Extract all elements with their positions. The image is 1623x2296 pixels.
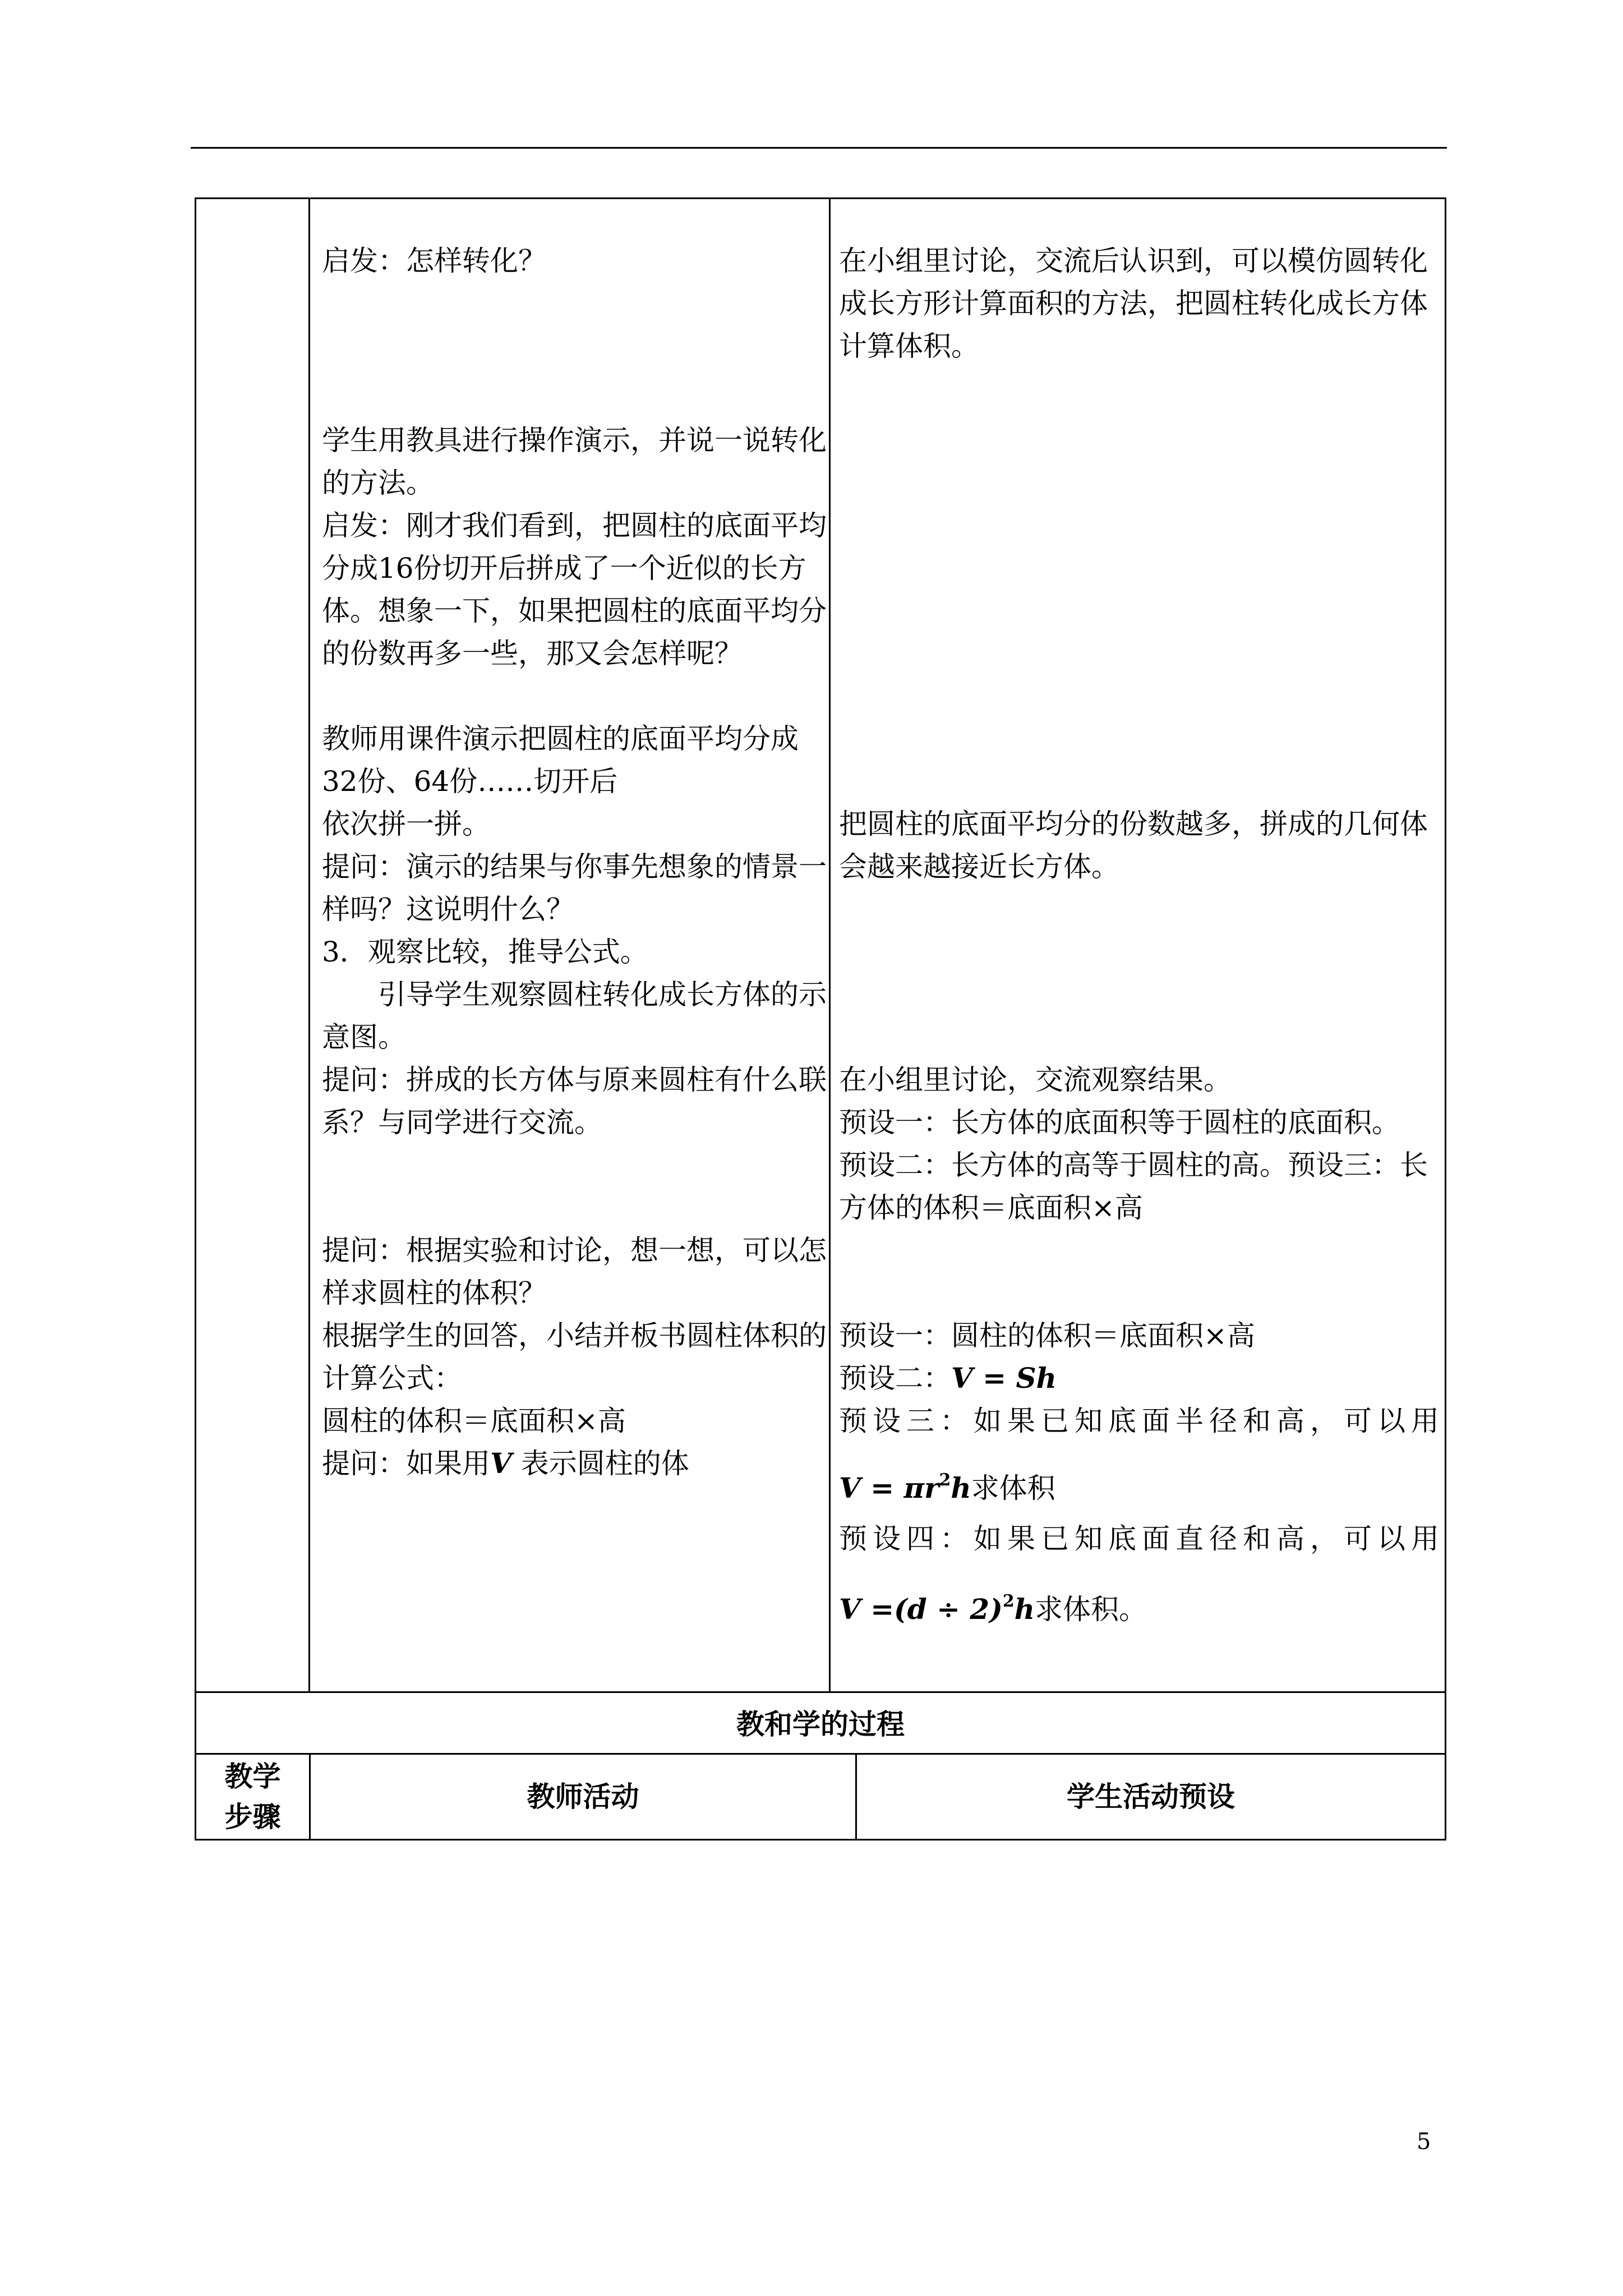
teacher-paragraph: 启发：刚才我们看到，把圆柱的底面平均分成16份切开后拼成了一个近似的长方体。想象一下，如果把圆柱的底面平均分的份数再多一些，那又会怎样呢？ <box>322 509 827 670</box>
teacher-activity-header: 教师活动 <box>311 1755 857 1839</box>
column-divider-1 <box>308 199 310 1691</box>
teacher-paragraph: 学生用教具进行操作演示，并说一说转化的方法。 <box>322 424 827 499</box>
student-paragraph <box>839 1357 1439 1400</box>
teacher-paragraph: 根据学生的回答，小结并板书圆柱体积的计算公式： <box>322 1319 827 1395</box>
step-header-line: 教学 <box>224 1760 281 1793</box>
teacher-text: 表示圆柱的体 <box>511 1447 689 1480</box>
formula-v-sh: V = Sh <box>951 1361 1057 1395</box>
teacher-paragraph: 依次拼一拼。 <box>322 808 490 840</box>
formula-superscript: 2 <box>939 1470 951 1490</box>
student-paragraph: 预设三：如果已知底面半径和高，可以用 <box>839 1405 1439 1437</box>
teacher-paragraph: 提问：演示的结果与你事先想象的情景一样吗？这说明什么？ <box>322 850 827 926</box>
header-rule <box>191 147 1447 149</box>
student-text: 预设二： <box>839 1362 951 1395</box>
teacher-paragraph: 启发：怎样转化？ <box>322 245 546 277</box>
student-paragraph: 在小组里讨论，交流后认识到，可以模仿圆转化成长方形计算面积的方法，把圆柱转化成长方体计算体积。 <box>839 245 1428 362</box>
teacher-activity-column <box>322 199 827 1691</box>
formula-part: V = πr <box>839 1471 939 1504</box>
student-activity-column <box>839 199 1439 1691</box>
student-paragraph <box>839 1459 1439 1510</box>
formula-part: h <box>1014 1593 1035 1626</box>
student-paragraph: 预设一：长方体的底面积等于圆柱的底面积。 <box>839 1106 1400 1139</box>
teacher-paragraph: 引导学生观察圆柱转化成长方体的示意图。 <box>322 978 827 1053</box>
volume-variable: V <box>490 1447 512 1480</box>
teacher-paragraph: 提问：根据实验和讨论，想一想，可以怎样求圆柱的体积？ <box>322 1234 827 1309</box>
student-paragraph: 把圆柱的底面平均分的份数越多，拼成的几何体会越来越接近长方体。 <box>839 808 1428 883</box>
teacher-paragraph: 教师用课件演示把圆柱的底面平均分成32份、64份……切开后 <box>322 723 799 798</box>
student-paragraph: 在小组里讨论，交流观察结果。 <box>839 1064 1232 1096</box>
student-paragraph <box>839 1580 1439 1631</box>
step-header-line: 步骤 <box>224 1801 281 1833</box>
student-text: 求体积 <box>971 1472 1055 1504</box>
formula-pi-r2-h <box>839 1471 971 1504</box>
student-text: 求体积。 <box>1035 1593 1147 1626</box>
lesson-table <box>195 197 1446 1693</box>
page-number: 5 <box>1417 2129 1431 2155</box>
step-header <box>196 1755 311 1839</box>
teacher-text: 提问：如果用 <box>322 1447 490 1480</box>
formula-superscript: 2 <box>1002 1591 1015 1611</box>
formula-part: V =(d ÷ 2) <box>839 1593 1003 1626</box>
formula-part: h <box>951 1471 971 1504</box>
process-title: 教和学的过程 <box>196 1691 1445 1755</box>
teacher-paragraph <box>322 1442 827 1485</box>
student-paragraph: 预设四：如果已知底面直径和高，可以用 <box>839 1522 1439 1555</box>
student-paragraph: 预设一：圆柱的体积＝底面积×高 <box>839 1319 1255 1352</box>
column-divider-2 <box>829 199 831 1691</box>
formula-diameter <box>839 1593 1035 1626</box>
student-paragraph: 预设二：长方体的高等于圆柱的高。预设三：长方体的体积＝底面积×高 <box>839 1149 1428 1224</box>
teacher-paragraph: 圆柱的体积＝底面积×高 <box>322 1405 626 1437</box>
student-activity-header: 学生活动预设 <box>1067 1780 1235 1813</box>
process-table-header <box>195 1691 1446 1841</box>
teacher-paragraph: 提问：拼成的长方体与原来圆柱有什么联系？与同学进行交流。 <box>322 1064 827 1139</box>
teacher-paragraph: 3．观察比较，推导公式。 <box>322 936 648 968</box>
